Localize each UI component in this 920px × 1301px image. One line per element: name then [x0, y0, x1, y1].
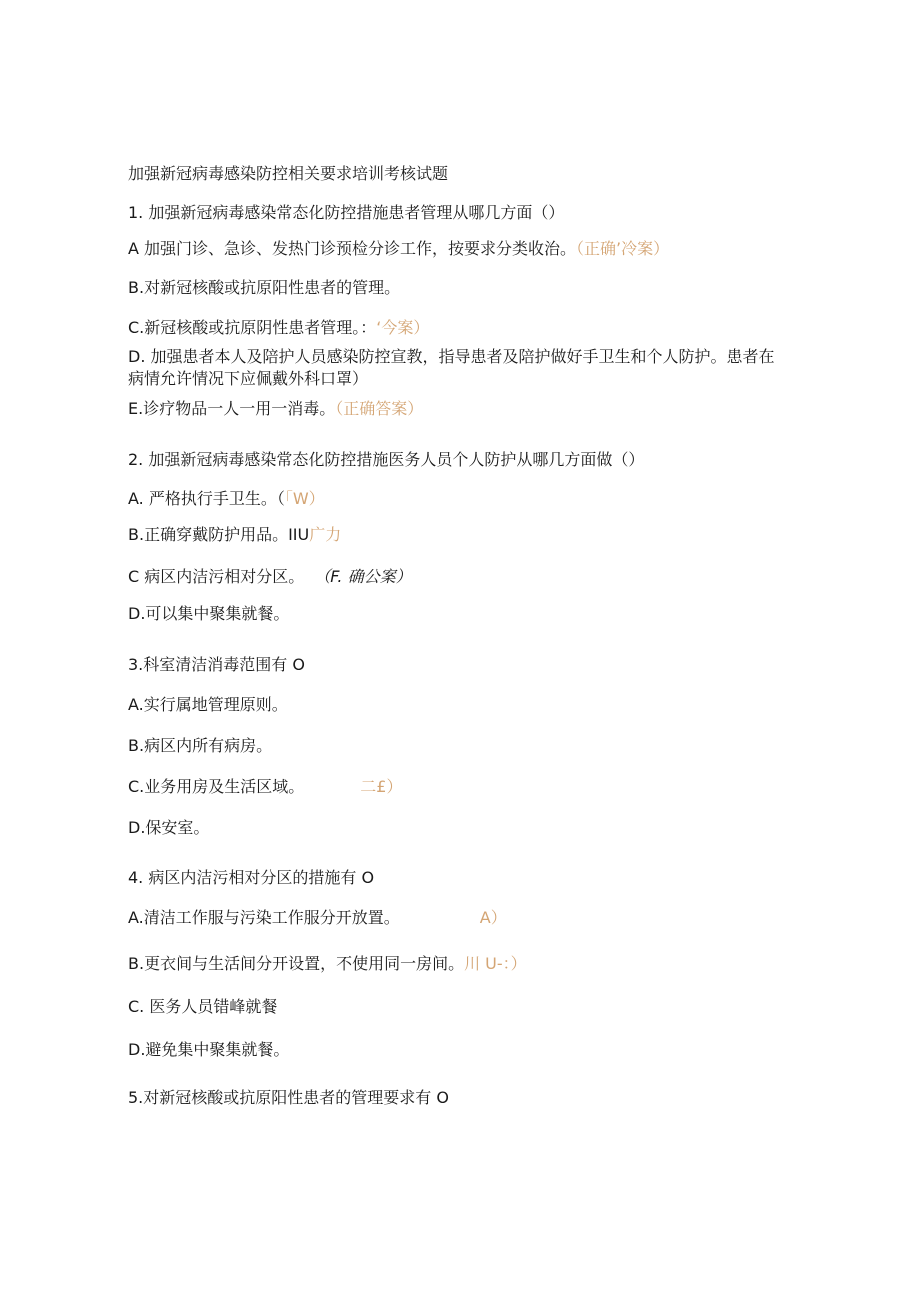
question-2-option-c: [128, 566, 412, 588]
question-3-option-d: [128, 817, 209, 839]
question-3-option-b: [128, 735, 272, 757]
question-5-stem: 5.对新冠核酸或抗原阳性患者的管理要求有 O: [128, 1088, 449, 1107]
answer-mark: 川 U-：）: [464, 954, 527, 973]
option-text: C. 医务人员错峰就餐: [128, 997, 278, 1016]
answer-mark: 广力: [309, 525, 342, 544]
question-2-option-a: [128, 488, 325, 510]
question-4-stem: 4. 病区内洁污相对分区的措施有 O: [128, 868, 375, 887]
option-text: E.诊疗物品一人一用一消毒。: [128, 399, 336, 418]
option-text: C.业务用房及生活区域。: [128, 777, 305, 796]
question-2-option-b: [128, 524, 341, 546]
question-3-option-c: [128, 776, 402, 798]
answer-mark: A）: [479, 908, 507, 927]
answer-mark: （F. 确公案）: [314, 567, 412, 586]
option-text: B.正确穿戴防护用品。IIU: [128, 525, 310, 544]
question-1-option-a: [128, 238, 669, 260]
option-text: B.病区内所有病房。: [128, 736, 273, 755]
question-1-option-e: [128, 398, 423, 420]
question-1-stem: 1. 加强新冠病毒感染常态化防控措施患者管理从哪几方面（）: [128, 203, 565, 222]
question-2-option-d: [128, 603, 289, 625]
question-4-option-b: [128, 953, 527, 975]
answer-mark: 「W）: [284, 489, 325, 508]
option-text: D.避免集中聚集就餐。: [128, 1040, 290, 1059]
option-text: A.清洁工作服与污染工作服分开放置。: [128, 908, 400, 927]
option-text: C.新冠核酸或抗原阴性患者管理。：: [128, 318, 377, 337]
question-2-stem: 2. 加强新冠病毒感染常态化防控措施医务人员个人防护从哪几方面做（）: [128, 450, 645, 469]
question-1-option-b: [128, 277, 400, 299]
question-3-stem: 3.科室清洁消毒范围有 O: [128, 655, 305, 674]
question-4-option-c: [128, 996, 277, 1018]
question-3-option-a: [128, 694, 288, 716]
question-1-option-d: [128, 346, 778, 390]
option-text: D. 加强患者本人及陪护人员感染防控宣教，指导患者及陪护做好手卫生和个人防护。患者在病情允许情况下应佩戴外科口罩）: [128, 347, 775, 388]
option-text: A 加强门诊、急诊、发热门诊预检分诊工作，按要求分类收治。: [128, 239, 577, 258]
document-title: 加强新冠病毒感染防控相关要求培训考核试题: [128, 164, 449, 183]
option-text: B.对新冠核酸或抗原阳性患者的管理。: [128, 278, 401, 297]
answer-mark: （正确答案）: [335, 399, 424, 418]
option-text: D.保安室。: [128, 818, 210, 837]
answer-mark: ‘今案）: [376, 318, 430, 337]
option-text: C 病区内洁污相对分区。: [128, 567, 305, 586]
option-text: D.可以集中聚集就餐。: [128, 604, 290, 623]
question-4-option-a: [128, 907, 507, 929]
question-1-option-c: [128, 317, 429, 339]
question-4-option-d: [128, 1039, 289, 1061]
option-text: A.实行属地管理原则。: [128, 695, 288, 714]
answer-mark: （正确’冷案）: [576, 239, 670, 258]
answer-mark: 二£）: [360, 777, 403, 796]
option-text: B.更衣间与生活间分开设置，不使用同一房间。: [128, 954, 465, 973]
option-text: A. 严格执行手卫生。（: [128, 489, 285, 508]
